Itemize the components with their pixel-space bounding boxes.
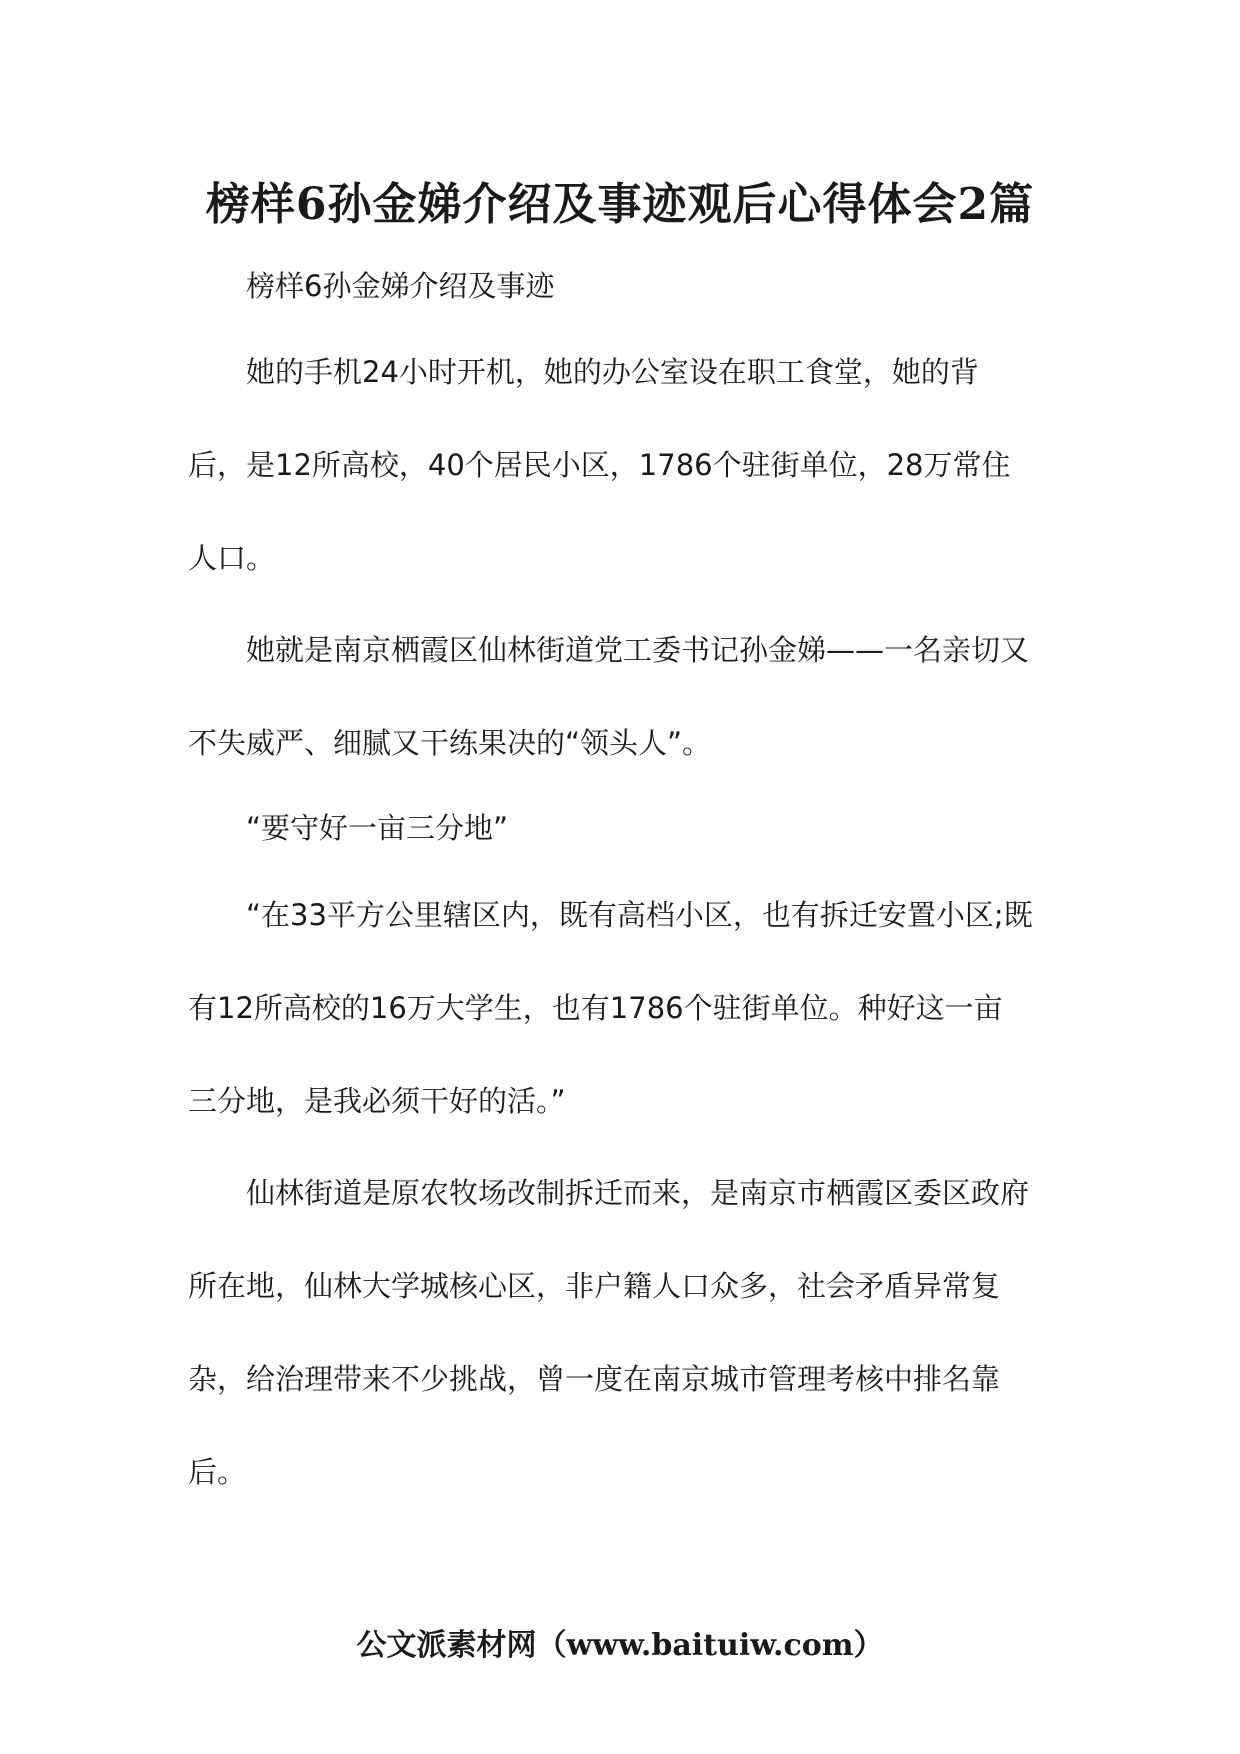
paragraph-line: 仙林街道是原农牧场改制拆迁而来，是南京市栖霞区委区政府 — [246, 1176, 1030, 1210]
paragraph-line: 有12所高校的16万大学生，也有1786个驻街单位。种好这一亩 — [188, 991, 1003, 1025]
paragraph-line: 她的手机24小时开机，她的办公室设在职工食堂，她的背 — [246, 355, 979, 389]
paragraph-line: 杂，给治理带来不少挑战，曾一度在南京城市管理考核中排名靠 — [188, 1362, 1001, 1396]
footer-source: 公文派素材网（www.baituiw.com） — [356, 1628, 884, 1663]
paragraph-line: 三分地，是我必须干好的活。” — [188, 1084, 566, 1118]
paragraph-line: 后，是12所高校，40个居民小区，1786个驻街单位，28万常住 — [188, 448, 1011, 482]
paragraph-line: “要守好一亩三分地” — [246, 811, 509, 845]
paragraph-line: 后。 — [188, 1455, 247, 1489]
paragraph-line: 人口。 — [188, 541, 276, 575]
paragraph-line: “在33平方公里辖区内，既有高档小区，也有拆迁安置小区;既 — [246, 898, 1033, 932]
paragraph-line: 不失威严、细腻又干练果决的“领头人”。 — [188, 726, 712, 760]
paragraph-line: 所在地，仙林大学城核心区，非户籍人口众多，社会矛盾异常复 — [188, 1269, 1001, 1303]
subheading: 榜样6孙金娣介绍及事迹 — [246, 269, 555, 303]
paragraph-line: 她就是南京栖霞区仙林街道党工委书记孙金娣——一名亲切又 — [246, 633, 1030, 667]
document-title: 榜样6孙金娣介绍及事迹观后心得体会2篇 — [205, 179, 1035, 230]
